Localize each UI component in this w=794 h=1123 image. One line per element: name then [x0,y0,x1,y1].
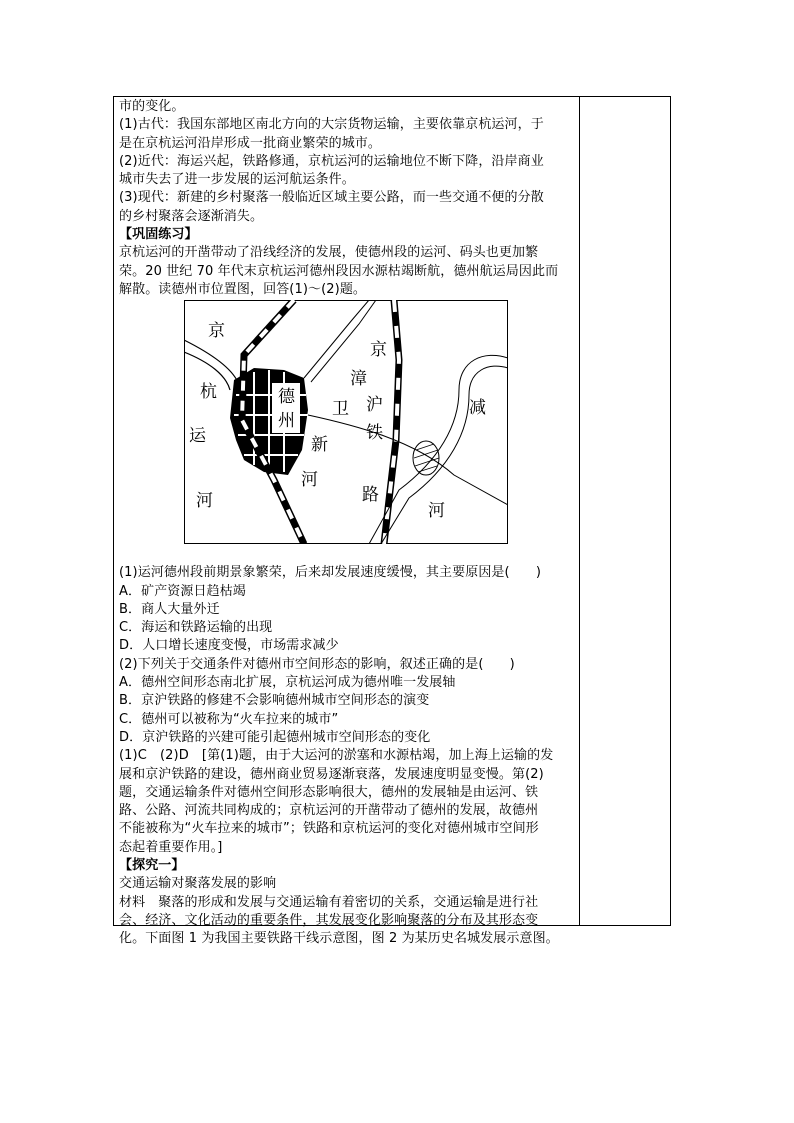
question-2-option-b: B．京沪铁路的修建不会影响德州城市空间形态的演变 [119,693,430,709]
map-label: 河 [196,491,213,511]
map-label: 卫 [332,399,349,419]
practice-text: 荣。20 世纪 70 年代末京杭运河德州段因水源枯竭断航，德州航运局因此而 [119,263,559,279]
answer-line: 不能被称为“火车拉来的城市”；铁路和京杭运河的变化对德州城市空间形 [119,821,539,837]
intro-line: 市的变化。 [119,99,185,114]
explore-material: 材料 聚落的形成和发展与交通运输有着密切的关系，交通运输是进行社 [119,894,539,910]
explore-material: 化。下面图 1 为我国主要铁路干线示意图，图 2 为某历史名城发展示意图。 [119,931,559,947]
explore-subtitle: 交通运输对聚落发展的影响 [119,876,277,892]
map-label: 运 [189,426,206,446]
question-1-stem: (1)运河德州段前期景象繁荣，后来却发展速度缓慢，其主要原因是( ) [119,565,542,581]
map-label: 铁 [366,423,383,443]
question-2-option-d: D．京沪铁路的兴建可能引起德州城市空间形态的变化 [119,729,431,745]
question-1-option-d: D．人口增长速度变慢，市场需求减少 [119,638,339,654]
intro-line: 的乡村聚落会逐渐消失。 [119,208,264,224]
map-label: 河 [301,470,318,490]
map-label: 河 [428,501,445,521]
map-label: 京 [208,321,225,341]
question-2-stem: (2)下列关于交通条件对德州市空间形态的影响，叙述正确的是( ) [119,656,515,672]
map-label: 京 [370,340,387,360]
answer-line: 题，交通运输条件对德州空间形态影响很大，德州的发展轴是由运河、铁 [119,784,539,800]
intro-line: 城市失去了进一步发展的运河航运条件。 [119,172,355,188]
answer-line: 路、公路、河流共同构成的；京杭运河的开凿带动了德州的发展，故德州 [119,803,539,819]
practice-text: 解散。读德州市位置图，回答(1)～(2)题。 [119,281,367,297]
question-2-option-c: C．德州可以被称为“火车拉来的城市” [119,711,339,727]
question-2-option-a: A．德州空间形态南北扩展，京杭运河成为德州唯一发展轴 [119,675,456,691]
intro-line: (1)古代：我国东部地区南北方向的大宗货物运输，主要依靠京杭运河，于 [119,117,544,133]
map-label: 杭 [200,382,217,402]
explore-material: 会、经济、文化活动的重要条件，其发展变化影响聚落的分布及其形态变 [119,912,539,928]
practice-heading: 【巩固练习】 [119,227,198,243]
map-label: 德 [278,387,295,407]
question-1-option-a: A．矿产资源日趋枯竭 [119,583,246,599]
intro-line: (3)现代：新建的乡村聚落一般临近区域主要公路，而一些交通不便的分散 [119,190,544,206]
explore-heading: 【探究一】 [119,858,185,874]
dezhou-location-map [184,300,508,544]
map-label: 州 [278,411,295,431]
map-label: 新 [311,435,328,455]
map-label: 减 [469,398,486,418]
map-label: 漳 [350,369,367,389]
intro-line: (2)近代：海运兴起，铁路修通，京杭运河的运输地位不断下降，沿岸商业 [119,153,544,169]
answer-line: (1)C (2)D [第(1)题，由于大运河的淤塞和水源枯竭，加上海上运输的发 [119,748,554,764]
table-column-divider [579,96,580,926]
question-1-option-c: C．海运和铁路运输的出现 [119,620,273,636]
map-label: 路 [362,485,379,505]
intro-line: 是在京杭运河沿岸形成一批商业繁荣的城市。 [119,135,382,151]
question-1-option-b: B．商人大量外迁 [119,601,220,617]
practice-text: 京杭运河的开凿带动了沿线经济的发展，使德州段的运河、码头也更加繁 [119,245,539,261]
map-label: 沪 [366,395,383,415]
answer-line: 态起着重要作用。] [119,839,223,855]
answer-line: 展和京沪铁路的建设，德州商业贸易逐渐衰落，发展速度明显变慢。第(2) [119,766,544,782]
